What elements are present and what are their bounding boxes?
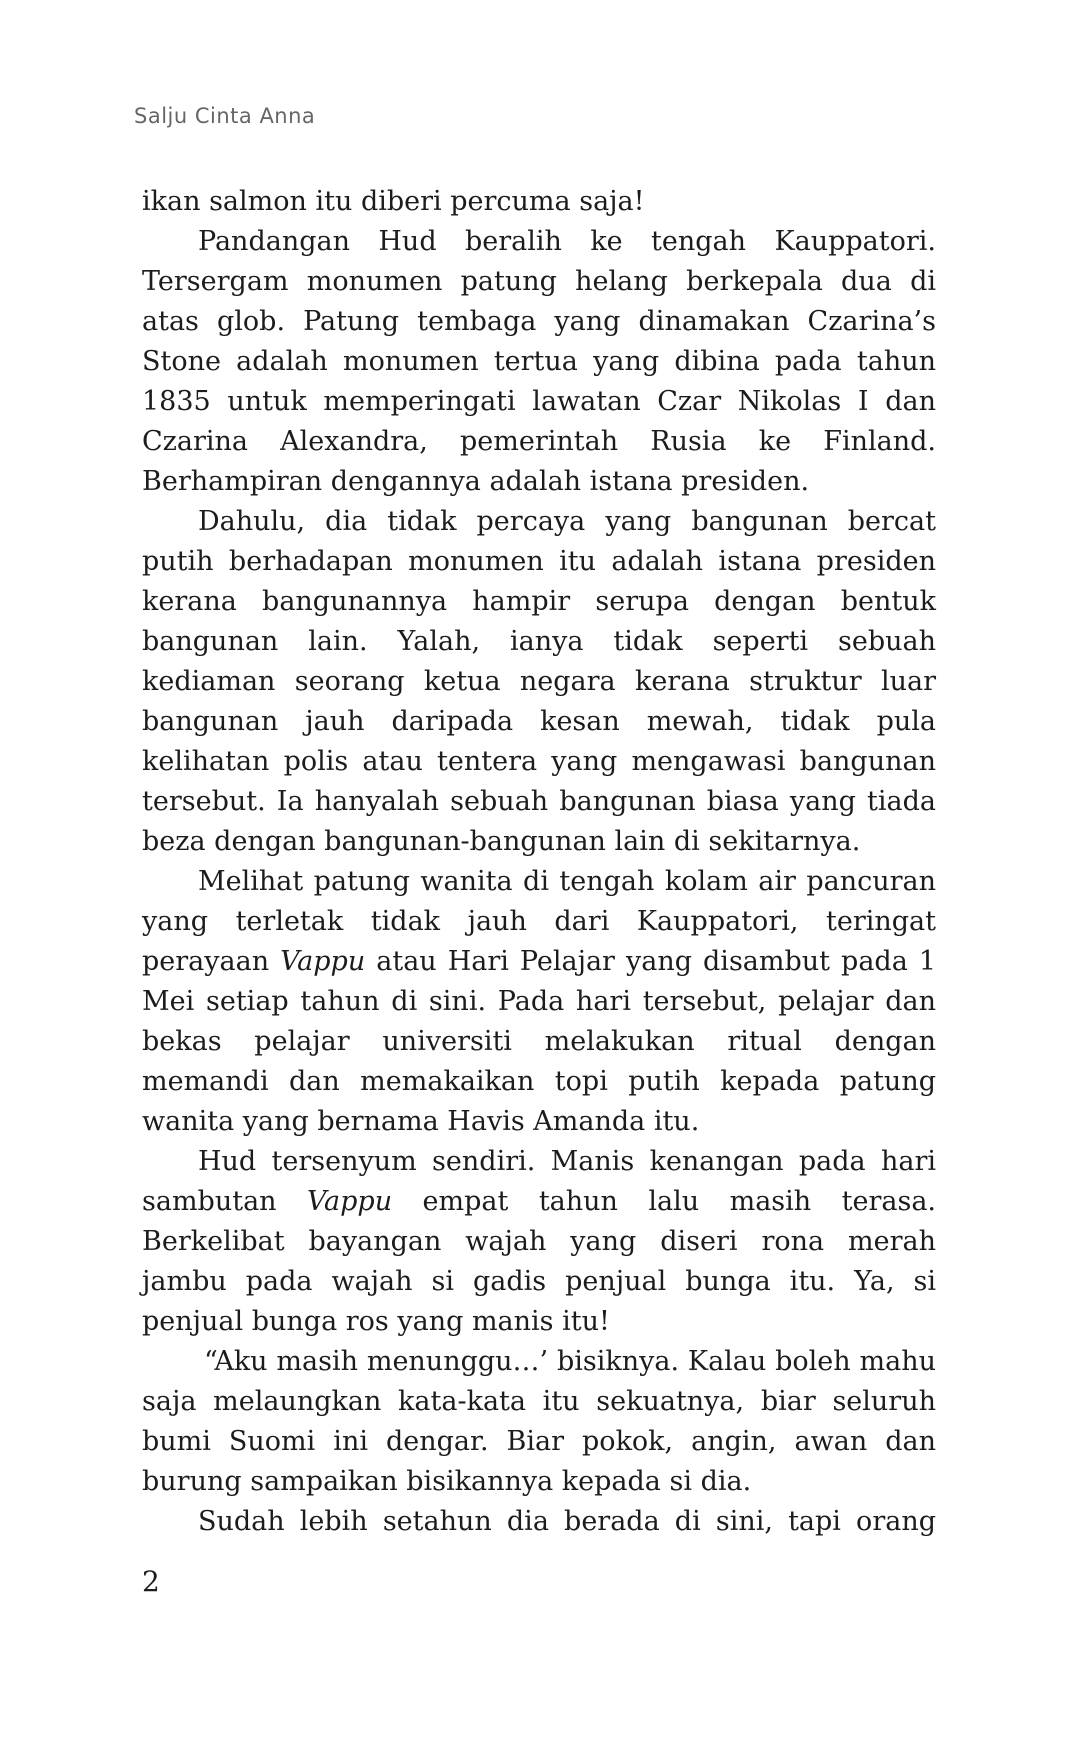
paragraph-vappu [142, 862, 936, 1142]
paragraph-istana-presiden: Dahulu, dia tidak percaya yang bangunan bercat putih berhadapan monumen itu adalah istana presiden kerana bangunannya hampir serupa dengan bentuk bangunan lain. Yalah, ianya tidak seperti sebuah kediaman seorang ketua negara kerana struktur luar bangunan jauh daripada kesan mewah, tidak pula kelihatan polis atau tentera yang mengawasi bangunan tersebut. Ia hanyalah sebuah bangunan biasa yang tiada beza dengan bangunan-bangunan lain di sekitarnya. [142, 506, 936, 857]
paragraph-text-segment: empat tahun lalu masih terasa. Berkelibat bayangan wajah yang diseri rona merah jambu pada wajah si gadis penjual bunga itu. Ya, si penjual bunga ros yang manis itu! [142, 1186, 937, 1337]
paragraph-bisikan: “Aku masih menunggu…’ bisiknya. Kalau boleh mahu saja melaungkan kata-kata itu sekuatnya, biar seluruh bumi Suomi ini dengar. Biar pokok, angin, awan dan burung sampaikan bisikannya kepada si dia. [142, 1346, 936, 1497]
body-text [142, 182, 936, 1542]
paragraph-text-segment: atau Hari Pelajar yang disambut pada 1 Mei setiap tahun di sini. Pada hari tersebut, pelajar dan bekas pelajar universiti melakukan ritual dengan memandi dan memakaikan topi putih kepada patung wanita yang bernama Havis Amanda itu. [142, 946, 937, 1137]
paragraph-kauppatori: Pandangan Hud beralih ke tengah Kauppatori. Tersergam monumen patung helang berkepala dua di atas glob. Patung tembaga yang dinamakan Czarina’s Stone adalah monumen tertua yang dibina pada tahun 1835 untuk memperingati lawatan Czar Nikolas I dan Czarina Alexandra, pemerintah Rusia ke Finland. Berhampiran dengannya adalah istana presiden. [142, 226, 936, 497]
paragraph-continuation: ikan salmon itu diberi percuma saja! [142, 186, 645, 217]
running-header-title: Salju Cinta Anna [134, 104, 316, 128]
italic-term: Vappu [280, 946, 366, 977]
italic-term: Vappu [307, 1186, 393, 1217]
paragraph-setahun: Sudah lebih setahun dia berada di sini, tapi orang [198, 1506, 936, 1537]
page-number: 2 [142, 1565, 160, 1598]
paragraph-text-segment: Hud tersenyum sendiri. Manis kenangan pada hari sambutan [142, 1146, 936, 1217]
paragraph-text-segment: Melihat patung wanita di tengah kolam air pancuran yang terletak tidak jauh dari Kauppatori, teringat perayaan [142, 866, 936, 977]
paragraph-hud-tersenyum [142, 1142, 936, 1342]
